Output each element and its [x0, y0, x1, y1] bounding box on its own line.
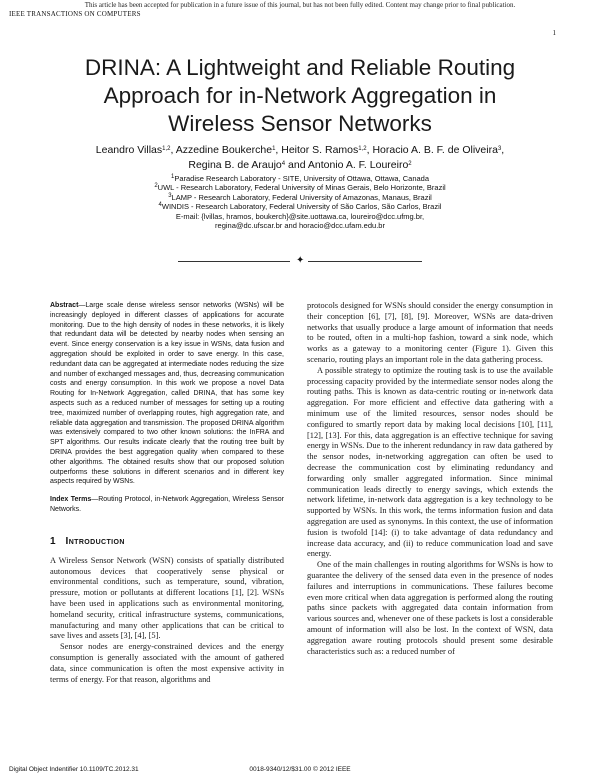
author-affil-sup: 2	[408, 161, 412, 167]
affiliation-line	[40, 174, 560, 183]
affiliation-line	[40, 193, 560, 202]
title-line: Approach for in-Network Aggregation in	[103, 83, 497, 108]
intro-text	[50, 556, 284, 686]
email-line: E-mail: {lvillas, hramos, boukerch}@site.uottawa.ca, loureiro@dcc.ufmg.br,	[175, 211, 425, 221]
paragraph: Sensor nodes are energy-constrained devices and the energy consumption is generally associated with the amount of gathered data, since communication is often the most expensive activity in terms of energy. For that reason, algorithms and	[50, 642, 284, 684]
title-line: Wireless Sensor Networks	[168, 111, 432, 136]
affiliation-line	[40, 183, 560, 192]
author-name: Leandro Villas	[95, 144, 163, 156]
author-affil-sup: 1	[272, 146, 276, 152]
index-terms-label: Index Terms	[50, 496, 92, 504]
author-list	[40, 143, 560, 173]
journal-name: IEEE TRANSACTIONS ON COMPUTERS	[9, 10, 141, 18]
paragraph: A Wireless Sensor Network (WSN) consists of spatially distributed autonomous devices that cooperatively sense physical or environmental conditions, such as temperature, sound, vibration, pressure, motion or pollutants at different locations [1], [2]. WSNs have been used in applications such as environmental monitoring, homeland security, critical infrastructure systems, communications, manufacturing and many other applications that can be critical to save lives and assets [3], [4], [5].	[50, 555, 284, 641]
email-line: regina@dc.ufscar.br and horacio@dcc.ufam.edu.br	[215, 221, 385, 231]
divider-right	[308, 261, 422, 262]
author-affil-sup: 4	[281, 161, 286, 167]
author-name: Azzedine Boukerche	[175, 144, 273, 156]
affil-sup: 3	[168, 192, 172, 199]
left-column	[50, 301, 284, 685]
page-number: 1	[552, 29, 556, 37]
affil-sup: 2	[154, 183, 158, 190]
abstract-label: Abstract	[50, 302, 79, 309]
section-heading	[50, 536, 284, 547]
divider-left	[178, 261, 290, 262]
author-affil-sup: 1,2	[358, 146, 367, 152]
right-column	[307, 301, 553, 657]
affiliation-line	[40, 202, 560, 211]
author-name: Antonio A. F. Loureiro	[307, 159, 409, 171]
author-line: Leandro Villas$^{1,2}$, Azzedine Boukerche$^1$, Heitor S. Ramos$^{1,2}$, Horacio A. B. F. de Oliveira$^3$,	[95, 144, 505, 156]
affil-sup: 1	[170, 174, 175, 180]
separator: ,	[366, 144, 373, 156]
index-terms	[50, 495, 284, 515]
publication-notice: This article has been accepted for publication in a future issue of this journal, but has not been fully edited. Content may change prior to final publication.	[84, 1, 516, 9]
affil-text: UWL - Research Laboratory, Federal University of Minas Gerais, Belo Horizonte, Brazil	[157, 183, 446, 193]
title-line: DRINA: A Lightweight and Reliable Routing	[84, 55, 516, 80]
affil-sup: 4	[158, 202, 162, 209]
footer-copyright: 0018-9340/12/$31.00 © 2012 IEEE	[249, 766, 351, 773]
abstract-text: —Large scale dense wireless sensor networks (WSNs) will be increasingly deployed in different classes of applications for accurate monitoring. Due to the high density of nodes in these networks, it is likely that redundant data will be detected by nearby nodes when sensing an event. Since energy conservation is a key issue in WSNs, data fusion and aggregation should be exploited in order to save energy. In this case, redundant data can be aggregated at intermediate nodes reducing the size and number of exchanged messages and, thus, decreasing communication costs and energy consumption. In this work we propose a novel Data Routing for In-Network Aggregation, called DRINA, that has some key aspects such as a reduced number of messages for setting up a routing tree, maximized number of overlapping routes, high aggregation rate, and reliable data aggregation and transmission. The proposed DRINA algorithm was extensively compared to two other known solutions: the InFRA and SPT algorithms. Our results indicate clearly that the routing tree built by DRINA provides the best aggregation quality when compared to these other algorithms. The obtained results show that our proposed solution outperforms these solutions in different scenarios and in different key aspects required by WSNs.	[50, 302, 284, 486]
author-line	[40, 158, 560, 173]
affil-text: WINDIS - Research Laboratory, Federal University of São Carlos, São Carlos, Brazil	[161, 202, 442, 212]
author-name: Horacio A. B. F. de Oliveira	[372, 144, 498, 156]
separator: and	[285, 159, 308, 171]
index-terms-text: —Routing Protocol, in-Network Aggregation, Wireless Sensor Networks.	[50, 496, 284, 513]
author-name: Regina B. de Araujo	[188, 159, 282, 171]
paragraph: One of the main challenges in routing algorithms for WSNs is how to guarantee the delivery of the sensed data even in the presence of nodes failures and interruptions in communications. These failures become even more critical when data aggregation is performed along the routing paths since packets with aggregated data contain information from various sources and, whenever one of these packets is lost a considerable amount of information will also be lost. In the context of WSN, data aggregation aware routing protocols should present some desirable characteristics such as: a reduced number of	[307, 560, 553, 656]
section-title: Introduction	[65, 535, 125, 547]
divider-diamond-icon: ✦	[296, 255, 305, 266]
separator: ,	[275, 144, 282, 156]
section-number: 1	[50, 535, 56, 547]
author-affil-sup: 3	[497, 146, 502, 152]
abstract	[50, 301, 284, 487]
separator: ,	[170, 144, 176, 156]
affil-text: Paradise Research Laboratory - SITE, University of Ottawa, Ottawa, Canada	[174, 174, 430, 183]
paragraph: protocols designed for WSNs should consider the energy consumption in their conception [6], [7], [8], [9]. Moreover, WSNs are data-driven networks that usually produce a large amount of information that needs to be routed, often in a multi-hop fashion, toward a sink node, which works as a gateway to a monitoring center (Figure 1). Given this scenario, routing plays an important role in the data gathering process.	[307, 301, 553, 364]
affil-text: LAMP - Research Laboratory, Federal University of Amazonas, Manaus, Brazil	[171, 192, 432, 202]
author-affil-sup: 1,2	[162, 146, 171, 152]
author-name: Heitor S. Ramos	[281, 144, 359, 156]
paragraph: A possible strategy to optimize the routing task is to use the available processing capacity provided by the intermediate sensor nodes along the routing paths. This is known as data-centric routing or in-network data aggregation. For more efficient and effective data gathering with a minimum use of the limited resources, sensor nodes should be configured to smartly report data by making local decisions [10], [11], [12], [13]. For this, data aggregation is an effective technique for saving energy in WSNs. Due to the inherent redundancy in raw data gathered by the sensor nodes, in-networking aggregation can often be used to decrease the communication cost by eliminating redundancy and forwarding only smaller aggregated information. Since minimal communication leads directly to energy savings, which extends the network lifetime, in-network data aggregation is a key technology to be supported by WSNs. In this work, the terms information fusion and data aggregation are used as synonyms. In this context, the use of information fusion is twofold [14]: (i) to take advantage of data redundancy and increase data accuracy, and (ii) to reduce communication load and save energy.	[307, 365, 553, 559]
footer-doi: Digital Object Indentifier 10.1109/TC.2012.31	[9, 766, 139, 773]
paper-title	[40, 54, 560, 138]
affiliations	[40, 174, 560, 230]
